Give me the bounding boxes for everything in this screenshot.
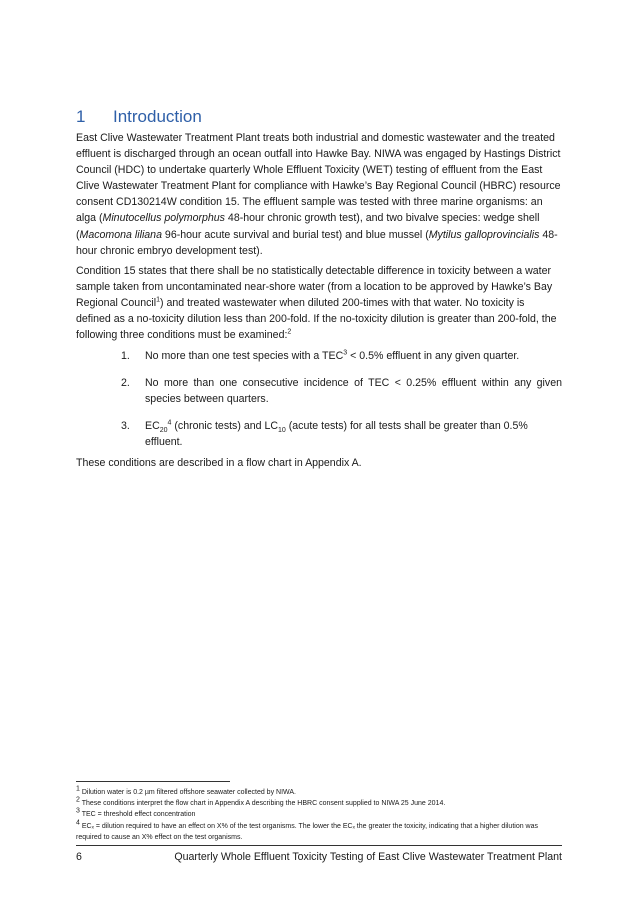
footnotes [76, 787, 562, 843]
closing-paragraph: These conditions are described in a flow chart in Appendix A. [76, 457, 362, 469]
footnote-ref-4: 4 [167, 419, 172, 427]
footnote-text: These conditions interpret the flow chart in Appendix A describing the HBRC consent supplied to NIWA 25 June 2014. [79, 800, 446, 808]
footnote-ref-3: 3 [343, 349, 348, 357]
footnote [76, 787, 562, 798]
footnote-number: 2 [76, 796, 80, 804]
running-footer-title: Quarterly Whole Effluent Toxicity Testing of East Clive Wastewater Treatment Plant [174, 851, 562, 863]
subscript: 10 [278, 427, 286, 435]
list-number: 3. [121, 420, 130, 433]
species-wedge-shell: Macomona liliana [79, 228, 162, 241]
footnote-ref-1: 1 [156, 296, 160, 304]
footnote-ref-2: 2 [287, 328, 292, 336]
list-text: (acute tests) for all tests shall be greater than 0.5% effluent. [145, 420, 528, 449]
intro-text-2: 48-hour chronic growth test), and two bivalve species: wedge shell ( [76, 212, 540, 241]
footnote [76, 821, 562, 843]
footnote-separator [76, 781, 230, 782]
intro-text-3: 96-hour acute survival and burial test) and blue mussel ( [161, 228, 429, 241]
footer-separator [76, 845, 562, 846]
condition-text-2: ) and treated wastewater when diluted 200-times with that water. No toxicity is defined as a no-toxicity dilution less than 200-fold. If the no-toxicity dilution is greater than 200-fold, the following three conditions must be examined: [76, 297, 557, 342]
footnote-text: ECₓ = dilution required to have an effect on X% of the test organisms. The lower the ECₓ the greater the toxicity, indicating that a higher dilution was required to cause an X% effect on the test organisms. [76, 822, 539, 841]
footnote-number: 3 [76, 808, 80, 816]
section-title: Introduction [113, 107, 202, 126]
page-number: 6 [76, 851, 82, 863]
conditions-list [76, 348, 562, 461]
footnote-number: 1 [76, 785, 80, 793]
footnote [76, 798, 562, 809]
intro-text-1: East Clive Wastewater Treatment Plant treats both industrial and domestic wastewater and the treated effluent is discharged through an ocean outfall into Hawke Bay. NIWA was engaged by Hastings District Council (HDC) to undertake quarterly Whole Effluent Toxicity (WET) testing of effluent from the East Clive Wastewater Treatment Plant for compliance with Hawke’s Bay Regional Council (HBRC) resource consent CD130214W condition 15. The effluent sample was tested with three marine organisms: an alga ( [76, 132, 561, 225]
section-number: 1 [76, 107, 86, 126]
subscript: 20 [159, 427, 168, 435]
list-item [76, 418, 562, 450]
list-number: 2. [121, 377, 130, 390]
list-text: No more than one test species with a TEC [145, 350, 344, 362]
list-text: < 0.5% effluent in any given quarter. [347, 350, 520, 362]
condition-paragraph [76, 263, 562, 343]
footnote-text: Dilution water is 0.2 µm filtered offshore seawater collected by NIWA. [79, 789, 296, 796]
list-number: 1. [121, 350, 130, 362]
section-heading [76, 107, 202, 127]
species-alga: Minutocellus polymorphus [102, 212, 225, 225]
species-blue-mussel: Mytilus galloprovincialis [428, 228, 540, 241]
intro-paragraph [76, 130, 562, 259]
intro-text-4: 48-hour chronic embryo development test). [76, 228, 558, 257]
footnote-number: 4 [76, 819, 80, 827]
list-item [76, 375, 562, 407]
footnote-text: TEC = threshold effect concentration [79, 811, 196, 819]
condition-text-1: Condition 15 states that there shall be no statistically detectable difference in toxicity between a water sample taken from uncontaminated near-shore water (from a location to be approved by Hawke’s Bay Regional Council [76, 265, 553, 310]
list-text: No more than one consecutive incidence of TEC < 0.25% effluent within any given species between quarters. [145, 377, 562, 406]
list-text: (chronic tests) and LC [171, 420, 278, 433]
footnote [76, 809, 562, 820]
list-text: EC [145, 420, 160, 433]
list-item [76, 348, 562, 364]
